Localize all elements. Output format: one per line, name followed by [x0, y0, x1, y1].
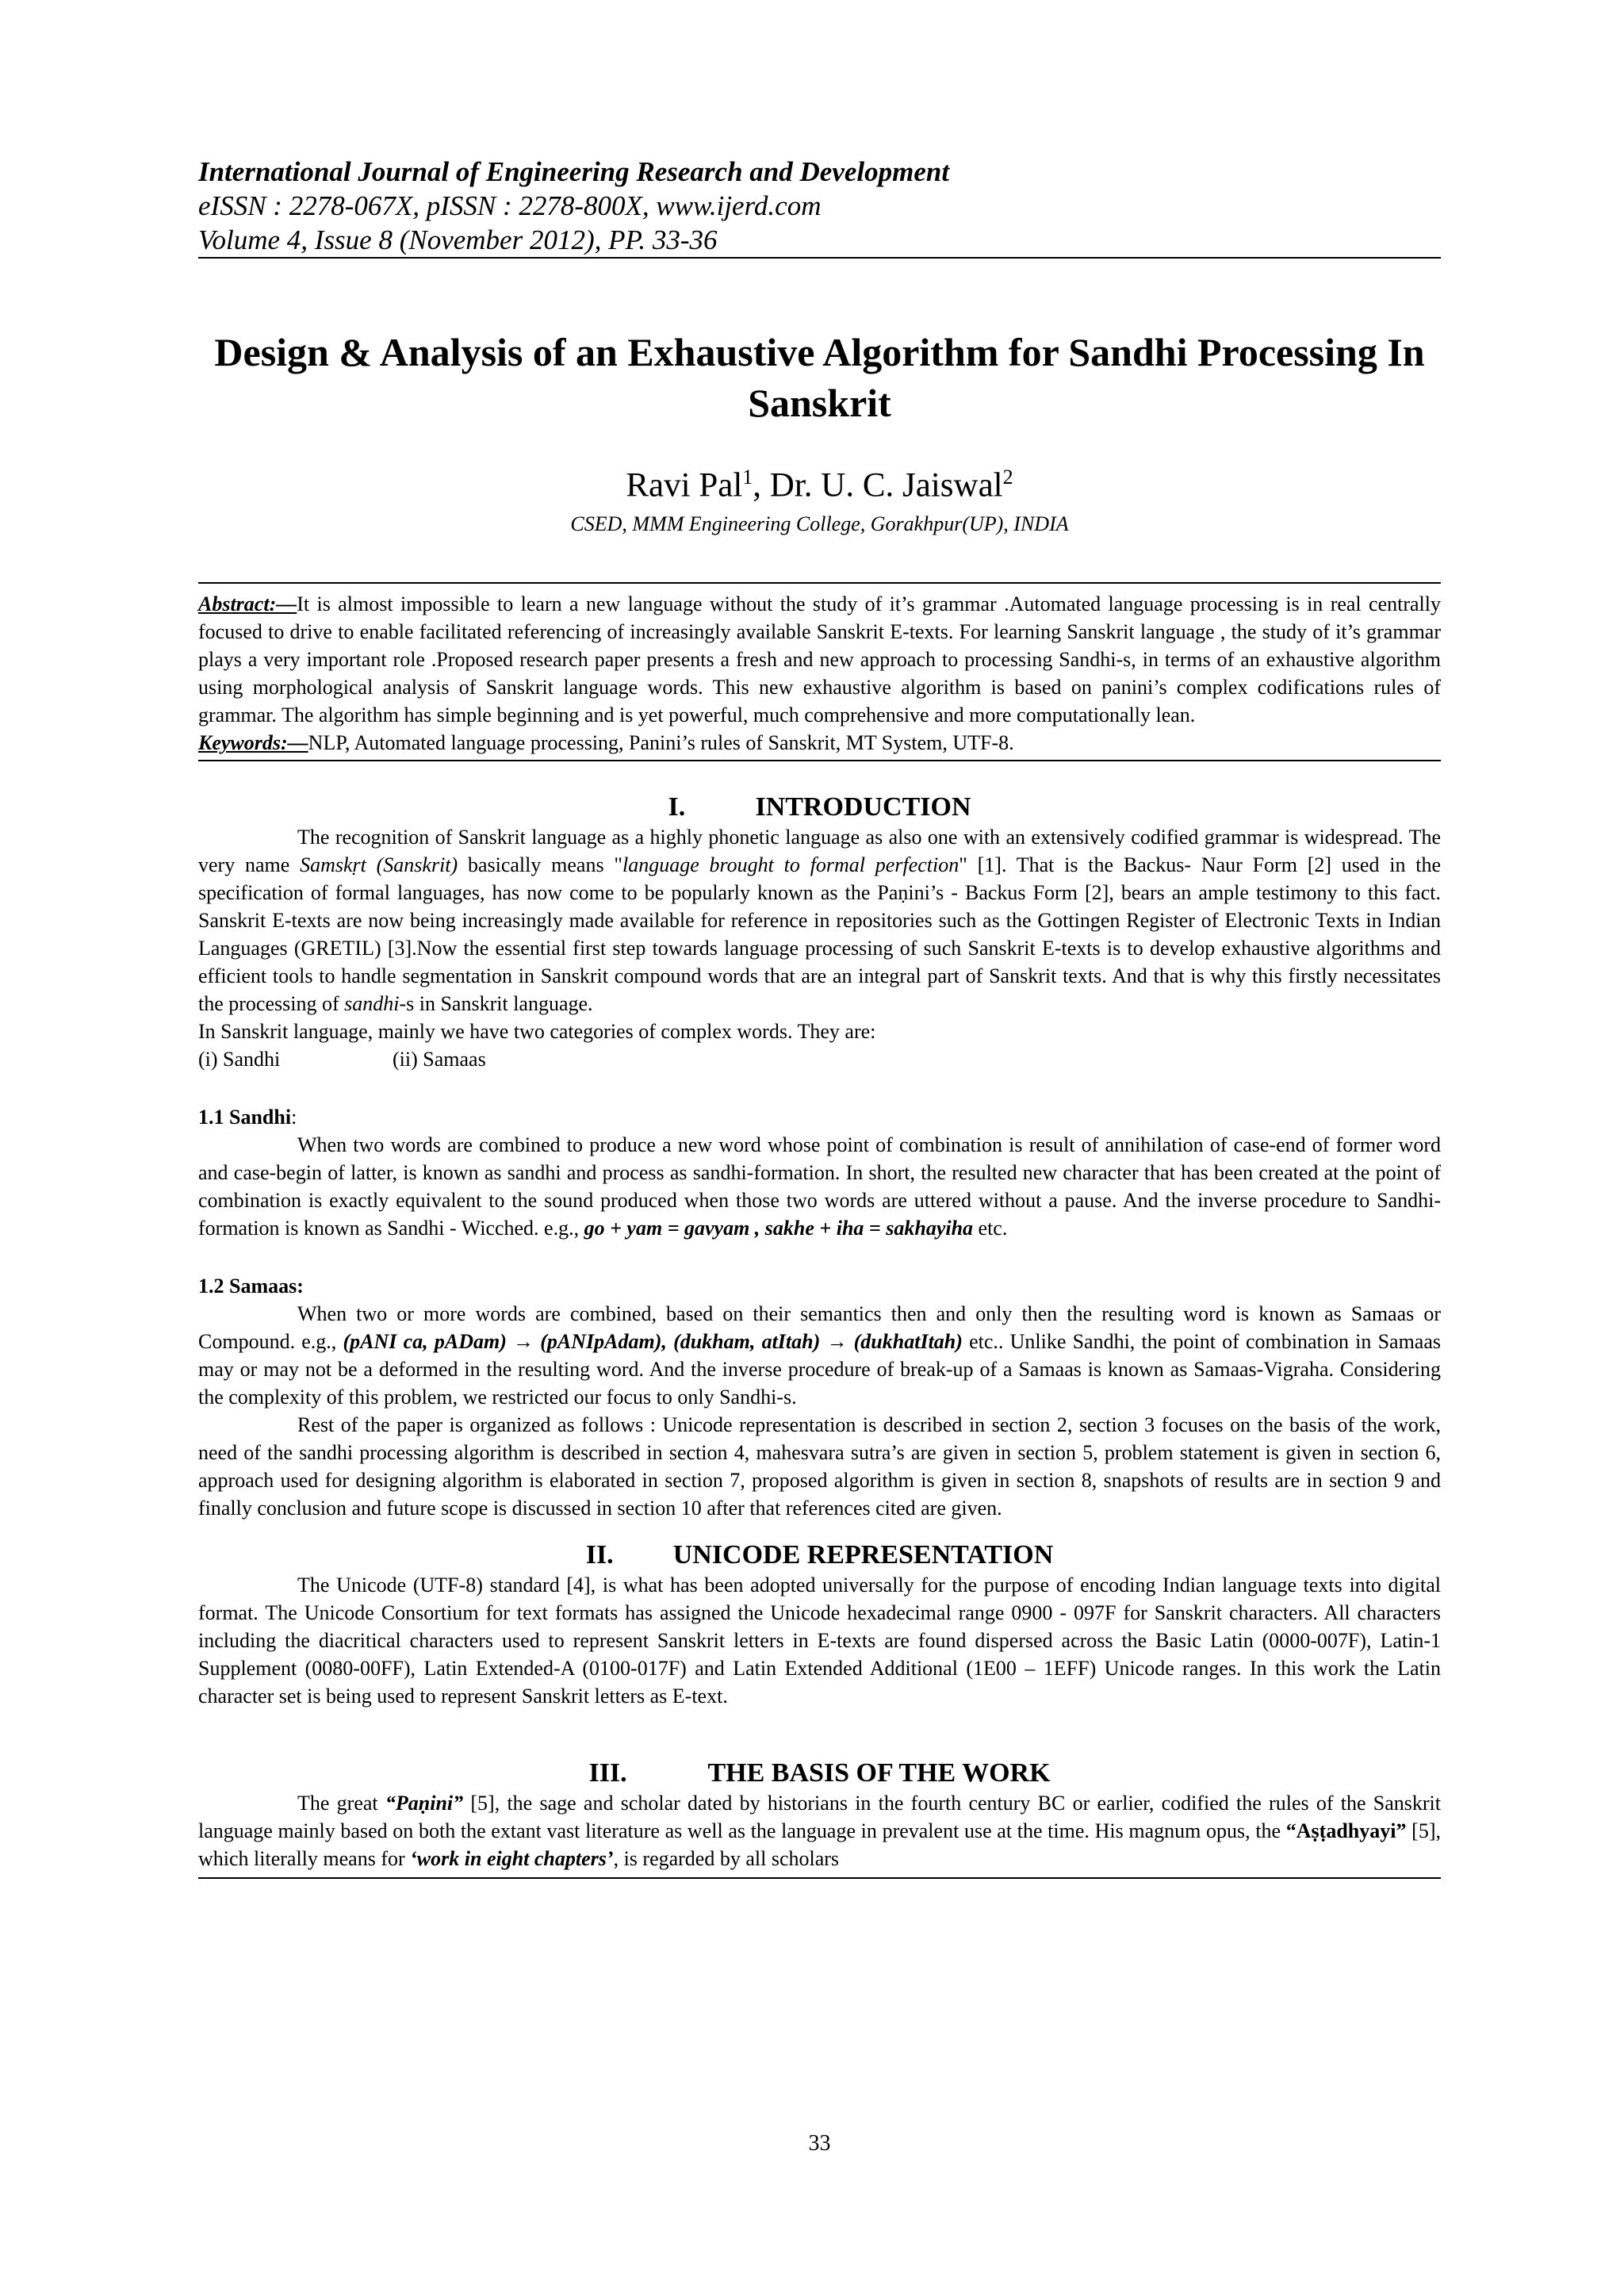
basis-eight-chapters: ‘work in eight chapters’	[410, 1847, 614, 1871]
intro-paragraph	[198, 823, 1441, 1018]
basis-text-4: , is regarded by all scholars	[613, 1847, 840, 1871]
section-3-title: THE BASIS OF THE WORK	[707, 1758, 1051, 1788]
keywords-text: NLP, Automated language processing, Panini’s rules of Sanskrit, MT System, UTF-8.	[308, 731, 1014, 755]
page	[198, 155, 1441, 1879]
footer-rule	[198, 1877, 1441, 1879]
author-2: Dr. U. C. Jaiswal	[769, 466, 1003, 504]
subsection-1-2-heading: 1.2 Samaas:	[198, 1274, 304, 1298]
section-1-title: INTRODUCTION	[755, 792, 971, 822]
unicode-paragraph: The Unicode (UTF-8) standard [4], is what has been adopted universally for the purpose of encoding Indian language texts into digital format. The Unicode Consortium for text formats has assigned the Unicode hexadecimal range 0900 - 097F for Sanskrit characters. All characters including the diacritical characters used to represent Sanskrit letters in E-texts are found dispersed across the Basic Latin (0000-007F), Latin-1 Supplement (0080-00FF), Latin Extended-A (0100-017F) and Latin Extended Additional (1E00 – 1EFF) Unicode ranges. In this work the Latin character set is being used to represent Sanskrit letters as E-text.	[198, 1573, 1441, 1708]
keywords	[198, 729, 1441, 757]
journal-issn: eISSN : 2278-067X, pISSN : 2278-800X, www.ijerd.com	[198, 190, 822, 221]
samaas-text-2: etc.. Unlike Sandhi, the point of combination in Samaas may or may not be a deformed in the resulting word. And the inverse procedure of break-up of a Samaas is known as Samaas-Vigraha. Considering the complexity of this problem, we restricted our focus to only Sandhi-s.	[198, 1330, 1442, 1409]
section-1-heading	[198, 792, 1441, 823]
intro-text-sandhi: sandhi	[344, 992, 400, 1016]
author-2-affil-mark: 2	[1002, 466, 1013, 489]
section-2-title: UNICODE REPRESENTATION	[672, 1540, 1054, 1570]
intro-text-2: basically means "	[458, 853, 622, 877]
author-separator: ,	[753, 466, 770, 504]
sandhi-example: go + yam = gavyam , sakhe + iha = sakhayiha	[584, 1217, 974, 1240]
intro-text-1: The recognition of Sanskrit language as a highly phonetic language as also one with an extensively codified grammar is widespread. The very name	[198, 826, 1441, 877]
samaas-example: (pANI ca, pADam) → (pANIpAdam), (dukham, atItah) → (dukhatItah)	[343, 1330, 963, 1354]
basis-panini: “Paṇini”	[385, 1792, 464, 1815]
keywords-label: Keywords:—	[198, 731, 308, 755]
samaas-paragraph	[198, 1300, 1441, 1411]
page-number: 33	[808, 2131, 831, 2156]
paper-title: Design & Analysis of an Exhaustive Algorithm for Sandhi Processing In Sanskrit	[214, 330, 1425, 425]
section-3-heading	[198, 1757, 1441, 1789]
sandhi-paragraph	[198, 1131, 1441, 1242]
header-rule	[198, 257, 1441, 259]
categories-list	[198, 1045, 1441, 1073]
abstract-label: Abstract:—	[198, 592, 297, 616]
section-1-number: I.	[668, 792, 686, 822]
sandhi-text-end: etc.	[973, 1217, 1008, 1240]
samaas-text-1: When two or more words are combined, based on their semantics then and only then the resulting word is known as Samaas or Compound. e.g.,	[198, 1302, 1441, 1354]
category-samaas: (ii) Samaas	[393, 1048, 486, 1071]
affiliation: CSED, MMM Engineering College, Gorakhpur(UP), INDIA	[570, 512, 1069, 536]
abstract	[198, 590, 1441, 729]
section-2-number: II.	[585, 1540, 614, 1570]
intro-text-samskrt: Samskṛt (Sanskrit)	[300, 853, 458, 877]
journal-title: International Journal of Engineering Research and Development	[198, 156, 950, 187]
basis-astadhyayi: “Aṣṭadhyayi”	[1285, 1819, 1407, 1843]
subsection-1-1-heading	[198, 1103, 1441, 1131]
abstract-top-rule	[198, 582, 1441, 584]
section-2-heading	[198, 1539, 1441, 1571]
section-3-number: III.	[588, 1758, 627, 1788]
organization-paragraph: Rest of the paper is organized as follows : Unicode representation is described in section 2, section 3 focuses on the basis of the work, need of the sandhi processing algorithm is described in section 4, mahesvara sutra’s are given in section 5, problem statement is given in section 6, approach used for designing algorithm is elaborated in section 7, proposed algorithm is given in section 8, snapshots of results are in section 9 and finally conclusion and future scope is discussed in section 10 after that references cited are given.	[198, 1413, 1441, 1520]
basis-text-1: The great	[297, 1792, 385, 1815]
sandhi-text: When two words are combined to produce a new word whose point of combination is result of annihilation of case-end of former word and case-begin of latter, is known as sandhi and process as sandhi-formation. In short, the resulted new character that has been created at the point of combination is exactly equivalent to the sound produced when those two words are uttered without a pause. And the inverse procedure to Sandhi-formation is known as Sandhi - Wicched. e.g.,	[198, 1133, 1441, 1240]
authors	[198, 457, 1441, 506]
intro-text-quote: language brought to formal perfection	[622, 853, 959, 877]
author-1: Ravi Pal	[626, 466, 743, 504]
journal-volume: Volume 4, Issue 8 (November 2012), PP. 33-36	[198, 224, 718, 255]
basis-text-2: [5], the sage and scholar dated by historians in the fourth century BC or earlier, codified the rules of the Sanskrit language mainly based on both the extant vast literature as well as the language in prevalent use at the time. His magnum opus, the	[198, 1792, 1441, 1843]
subsection-1-1-colon: :	[291, 1106, 297, 1129]
author-1-affil-mark: 1	[742, 466, 753, 489]
intro-text-3: " [1]. That is the Backus- Naur Form [2] used in the specification of formal languages, has now come to be popularly known as the Paṇini’s - Backus Form [2], bears an ample testimony to this fact. Sanskrit E-texts are now being increasingly made available for reference in repositories such as the Gottingen Register of Electronic Texts in Indian Languages (GRETIL) [3].Now the essential first step towards language processing of such Sanskrit E-texts is to develop exhaustive algorithms and efficient tools to handle segmentation in Sanskrit compound words that are an integral part of Sanskrit texts. And that is why this firstly necessitates the processing of	[198, 853, 1442, 1016]
category-sandhi: (i) Sandhi	[198, 1048, 281, 1071]
categories-intro: In Sanskrit language, mainly we have two categories of complex words. They are:	[198, 1020, 876, 1044]
basis-text-3: [5], which literally means for	[198, 1819, 1441, 1871]
basis-paragraph	[198, 1789, 1441, 1872]
intro-text-4: -s in Sanskrit language.	[399, 992, 593, 1016]
subsection-1-1-title: 1.1 Sandhi	[198, 1106, 292, 1129]
abstract-text: It is almost impossible to learn a new language without the study of it’s grammar .Automated language processing is in real centrally focused to drive to enable facilitated referencing of increasingly available Sanskrit E-texts. For learning Sanskrit language , the study of it’s grammar plays a very important role .Proposed research paper presents a fresh and new approach to processing Sandhi-s, in terms of an exhaustive algorithm using morphological analysis of Sanskrit language words. This new exhaustive algorithm is based on panini’s complex codifications rules of grammar. The algorithm has simple beginning and is yet powerful, much comprehensive and more computationally lean.	[198, 592, 1441, 727]
abstract-bottom-rule	[198, 760, 1441, 761]
